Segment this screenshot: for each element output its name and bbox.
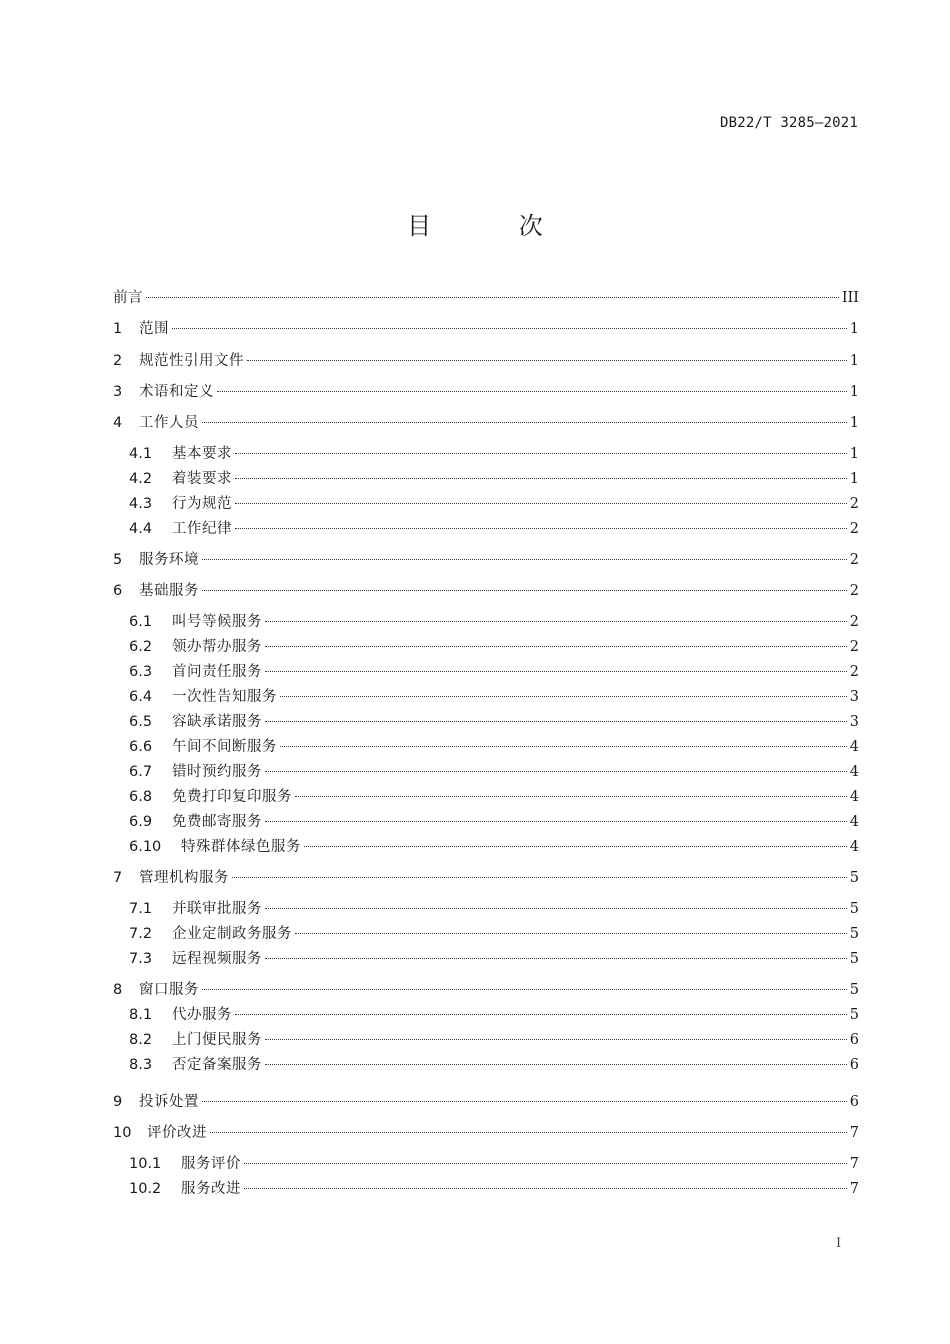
toc-entry-page: 1 (849, 471, 859, 487)
dot-leader (235, 477, 847, 479)
toc-entry-page: 2 (849, 496, 859, 512)
toc-entry-page: 4 (849, 764, 859, 780)
toc-entry-number: 10 (113, 1125, 132, 1141)
toc-entry[interactable] (129, 811, 859, 833)
toc-entry-page: 7 (849, 1125, 859, 1141)
toc-entry-number: 8.1 (129, 1007, 153, 1023)
toc-entry-title: 远程视频服务 (172, 951, 262, 967)
dot-leader (265, 1063, 847, 1065)
toc-entry-page: 5 (849, 951, 859, 967)
dot-leader (265, 820, 847, 822)
toc-entry[interactable] (129, 611, 859, 633)
toc-entry-number: 7 (113, 870, 123, 886)
dot-leader (172, 327, 847, 329)
toc-entry[interactable] (129, 948, 859, 970)
dot-leader (244, 1162, 847, 1164)
toc-entry-page: 1 (849, 415, 859, 431)
toc-entry-title: 基础服务 (139, 583, 199, 599)
dot-leader (202, 1100, 847, 1102)
toc-entry-title: 一次性告知服务 (172, 689, 277, 705)
toc-entry-title: 工作人员 (139, 415, 199, 431)
toc-entry-number: 8.3 (129, 1057, 153, 1073)
dot-leader (265, 645, 847, 647)
toc-entry-page: 2 (849, 664, 859, 680)
toc-entry-title: 评价改进 (147, 1125, 207, 1141)
toc-entry[interactable] (113, 318, 859, 340)
toc-entry[interactable] (129, 836, 859, 858)
toc-entry[interactable] (129, 443, 859, 465)
toc-entry-title: 前言 (113, 290, 143, 306)
dot-leader (265, 1038, 847, 1040)
toc-entry[interactable] (113, 1122, 859, 1144)
toc-entry-title: 管理机构服务 (139, 870, 229, 886)
toc-entry-title: 免费邮寄服务 (172, 814, 262, 830)
toc-entry-page: 5 (849, 901, 859, 917)
toc-entry-title: 投诉处置 (139, 1094, 199, 1110)
toc-entry-page: 1 (849, 321, 859, 337)
dot-leader (247, 359, 847, 361)
toc-entry-title: 基本要求 (172, 446, 232, 462)
dot-leader (202, 558, 847, 560)
toc-entry-page: 4 (849, 814, 859, 830)
toc-entry-title: 错时预约服务 (172, 764, 262, 780)
toc-entry-number: 10.2 (129, 1181, 162, 1197)
toc-entry-page: 2 (849, 639, 859, 655)
toc-entry[interactable] (113, 580, 859, 602)
dot-leader (265, 620, 847, 622)
dot-leader (280, 695, 847, 697)
toc-entry-page: 7 (849, 1156, 859, 1172)
dot-leader (244, 1187, 847, 1189)
toc-entry-number: 4.3 (129, 496, 153, 512)
toc-entry-page: 3 (849, 714, 859, 730)
toc-entry-number: 6.6 (129, 739, 153, 755)
dot-leader (235, 452, 847, 454)
toc-entry-number: 1 (113, 321, 123, 337)
toc-entry-page: 2 (849, 552, 859, 568)
dot-leader (265, 770, 847, 772)
toc-entry-number: 6.8 (129, 789, 153, 805)
toc-entry[interactable] (129, 661, 859, 683)
toc-entry-number: 6.4 (129, 689, 153, 705)
toc-entry-number: 7.1 (129, 901, 153, 917)
toc-entry-page: 5 (849, 870, 859, 886)
toc-entry[interactable] (113, 287, 859, 309)
dot-leader (295, 932, 847, 934)
toc-entry-page: 5 (849, 1007, 859, 1023)
toc-entry-number: 5 (113, 552, 123, 568)
toc-entry-title: 服务改进 (181, 1181, 241, 1197)
dot-leader (235, 527, 847, 529)
toc-entry[interactable] (129, 786, 859, 808)
toc-entry[interactable] (129, 1054, 859, 1076)
toc-entry-number: 4.2 (129, 471, 153, 487)
toc-entry-page: III (841, 290, 859, 306)
toc-entry[interactable] (129, 761, 859, 783)
toc-entry-title: 领办帮办服务 (172, 639, 262, 655)
dot-leader (265, 957, 847, 959)
toc-entry-page: 2 (849, 521, 859, 537)
toc-entry-title: 行为规范 (172, 496, 232, 512)
toc-entry-title: 特殊群体绿色服务 (181, 839, 301, 855)
dot-leader (146, 296, 839, 298)
toc-entry-title: 并联审批服务 (172, 901, 262, 917)
toc-entry-number: 6.1 (129, 614, 153, 630)
dot-leader (202, 421, 847, 423)
dot-leader (235, 502, 847, 504)
toc-entry-number: 7.2 (129, 926, 153, 942)
toc-entry-number: 6.7 (129, 764, 153, 780)
toc-entry-number: 6.10 (129, 839, 162, 855)
toc-entry-title: 术语和定义 (139, 384, 214, 400)
dot-leader (210, 1131, 847, 1133)
dot-leader (265, 907, 847, 909)
dot-leader (232, 876, 847, 878)
toc-entry-number: 3 (113, 384, 123, 400)
toc-entry-page: 5 (849, 926, 859, 942)
toc-entry-number: 6.5 (129, 714, 153, 730)
toc-entry[interactable] (129, 1178, 859, 1200)
toc-entry[interactable] (129, 1004, 859, 1026)
toc-entry-number: 7.3 (129, 951, 153, 967)
toc-entry-number: 8.2 (129, 1032, 153, 1048)
toc-entry-title: 首问责任服务 (172, 664, 262, 680)
toc-entry-page: 2 (849, 614, 859, 630)
toc-entry-title: 工作纪律 (172, 521, 232, 537)
dot-leader (295, 795, 847, 797)
toc-entry-number: 2 (113, 353, 123, 369)
toc-entry-page: 2 (849, 583, 859, 599)
dot-leader (265, 720, 847, 722)
toc-entry[interactable] (113, 979, 859, 1001)
toc-entry-title: 企业定制政务服务 (172, 926, 292, 942)
toc-entry[interactable] (129, 518, 859, 540)
toc-entry[interactable] (113, 867, 859, 889)
toc-entry-title: 服务评价 (181, 1156, 241, 1172)
toc-entry-page: 4 (849, 839, 859, 855)
dot-leader (265, 670, 847, 672)
toc-entry-title: 窗口服务 (139, 982, 199, 998)
toc-entry-page: 1 (849, 446, 859, 462)
toc-entry-title: 规范性引用文件 (139, 353, 244, 369)
toc-entry-number: 8 (113, 982, 123, 998)
toc-entry-title: 代办服务 (172, 1007, 232, 1023)
toc-entry-page: 1 (849, 353, 859, 369)
toc-entry-title: 范围 (139, 321, 169, 337)
toc-entry-page: 7 (849, 1181, 859, 1197)
toc-entry-title: 午间不间断服务 (172, 739, 277, 755)
toc-entry[interactable] (113, 381, 859, 403)
toc-entry[interactable] (129, 736, 859, 758)
dot-leader (202, 988, 847, 990)
toc-entry-number: 9 (113, 1094, 123, 1110)
toc-entry-number: 4.1 (129, 446, 153, 462)
toc-entry[interactable] (129, 686, 859, 708)
toc-entry[interactable] (129, 1153, 859, 1175)
toc-entry-page: 5 (849, 982, 859, 998)
document-code: DB22/T 3285—2021 (719, 115, 858, 131)
toc-entry-title: 上门便民服务 (172, 1032, 262, 1048)
dot-leader (304, 845, 847, 847)
dot-leader (235, 1013, 847, 1015)
toc-entry-page: 4 (849, 739, 859, 755)
toc-entry[interactable] (129, 711, 859, 733)
toc-entry[interactable] (113, 412, 859, 434)
toc-entry[interactable] (113, 1091, 859, 1113)
toc-entry-number: 6.9 (129, 814, 153, 830)
toc-entry[interactable] (113, 350, 859, 372)
toc-entry-page: 6 (849, 1032, 859, 1048)
toc-entry[interactable] (129, 923, 859, 945)
toc-entry-number: 4 (113, 415, 123, 431)
toc-entry[interactable] (113, 549, 859, 571)
toc-entry-title: 否定备案服务 (172, 1057, 262, 1073)
toc-entry-page: 3 (849, 689, 859, 705)
toc-entry-number: 6 (113, 583, 123, 599)
toc-entry-page: 6 (849, 1094, 859, 1110)
toc-entry-number: 6.3 (129, 664, 153, 680)
page-number: I (836, 1236, 842, 1251)
toc-entry[interactable] (129, 1029, 859, 1051)
page-title: 目 次 (407, 212, 583, 240)
toc-entry-title: 免费打印复印服务 (172, 789, 292, 805)
dot-leader (217, 390, 847, 392)
toc-entry-number: 4.4 (129, 521, 153, 537)
toc-entry[interactable] (129, 636, 859, 658)
toc-entry-number: 10.1 (129, 1156, 162, 1172)
dot-leader (280, 745, 847, 747)
toc-entry-title: 叫号等候服务 (172, 614, 262, 630)
toc-entry-page: 6 (849, 1057, 859, 1073)
toc-entry-title: 着装要求 (172, 471, 232, 487)
dot-leader (202, 589, 847, 591)
toc-entry[interactable] (129, 468, 859, 490)
toc-entry[interactable] (129, 493, 859, 515)
toc-entry-number: 6.2 (129, 639, 153, 655)
toc-entry[interactable] (129, 898, 859, 920)
toc-entry-page: 1 (849, 384, 859, 400)
toc-entry-page: 4 (849, 789, 859, 805)
toc-entry-title: 服务环境 (139, 552, 199, 568)
toc-entry-title: 容缺承诺服务 (172, 714, 262, 730)
